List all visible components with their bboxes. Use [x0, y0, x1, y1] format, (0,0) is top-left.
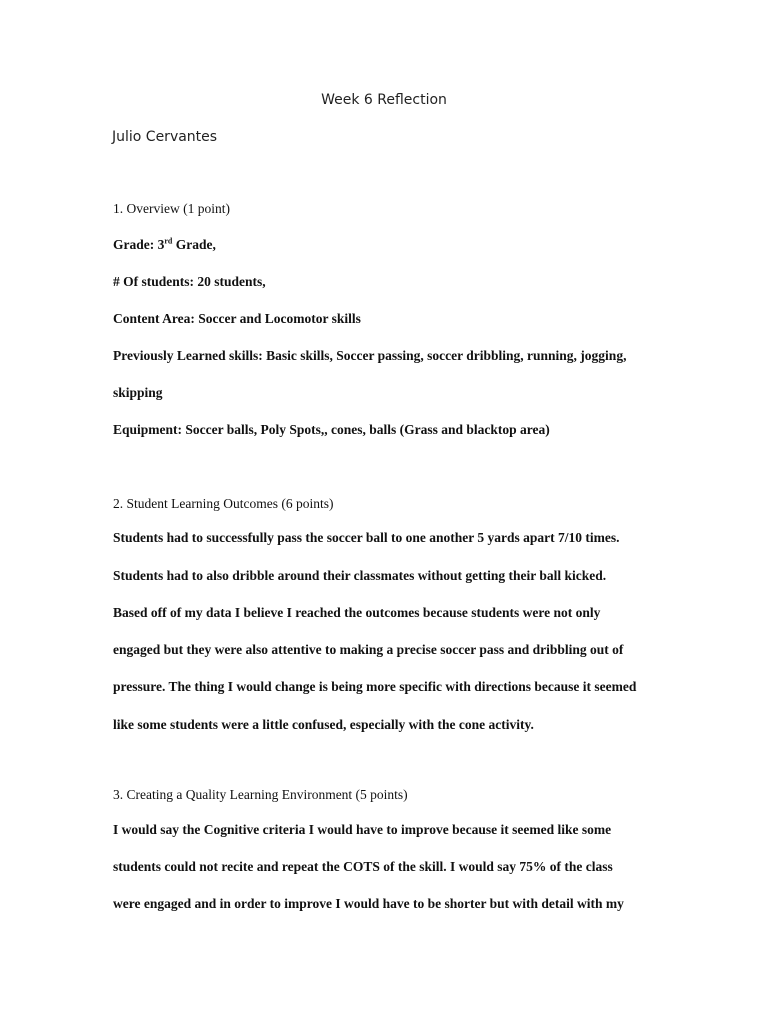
grade-superscript: rd	[164, 236, 173, 246]
section2-line: like some students were a little confused, especially with the cone activity.	[113, 717, 534, 732]
grade-line	[113, 237, 216, 253]
grade-prefix: Grade: 3	[113, 237, 165, 252]
section3-line: were engaged and in order to improve I would have to be shorter but with detail with my	[113, 896, 624, 911]
document-title: Week 6 Reflection	[321, 92, 447, 108]
section2-line: Based off of my data I believe I reached the outcomes because students were not only	[113, 605, 601, 620]
section3-line: I would say the Cognitive criteria I would have to improve because it seemed like some	[113, 822, 612, 837]
author-name: Julio Cervantes	[112, 129, 218, 145]
previous-skills-line-1: Previously Learned skills: Basic skills, Soccer passing, soccer dribbling, running, jogging,	[113, 348, 627, 363]
section2-line: engaged but they were also attentive to making a precise soccer pass and dribbling out of	[113, 642, 624, 657]
content-area-line: Content Area: Soccer and Locomotor skills	[113, 311, 361, 326]
grade-suffix: Grade,	[172, 237, 216, 252]
equipment-line: Equipment: Soccer balls, Poly Spots,, cones, balls (Grass and blacktop area)	[113, 422, 550, 437]
previous-skills-line-2: skipping	[113, 385, 163, 400]
section2-line: Students had to also dribble around their classmates without getting their ball kicked.	[113, 568, 607, 583]
section3-heading: 3. Creating a Quality Learning Environment (5 points)	[113, 787, 408, 802]
section3-line: students could not recite and repeat the COTS of the skill. I would say 75% of the class	[113, 859, 613, 874]
section1-heading: 1. Overview (1 point)	[113, 201, 230, 216]
section2-heading: 2. Student Learning Outcomes (6 points)	[113, 496, 334, 511]
section2-line: pressure. The thing I would change is being more specific with directions because it seemed	[113, 679, 637, 694]
section2-line: Students had to successfully pass the soccer ball to one another 5 yards apart 7/10 times.	[113, 530, 620, 545]
students-line: # Of students: 20 students,	[113, 274, 266, 289]
